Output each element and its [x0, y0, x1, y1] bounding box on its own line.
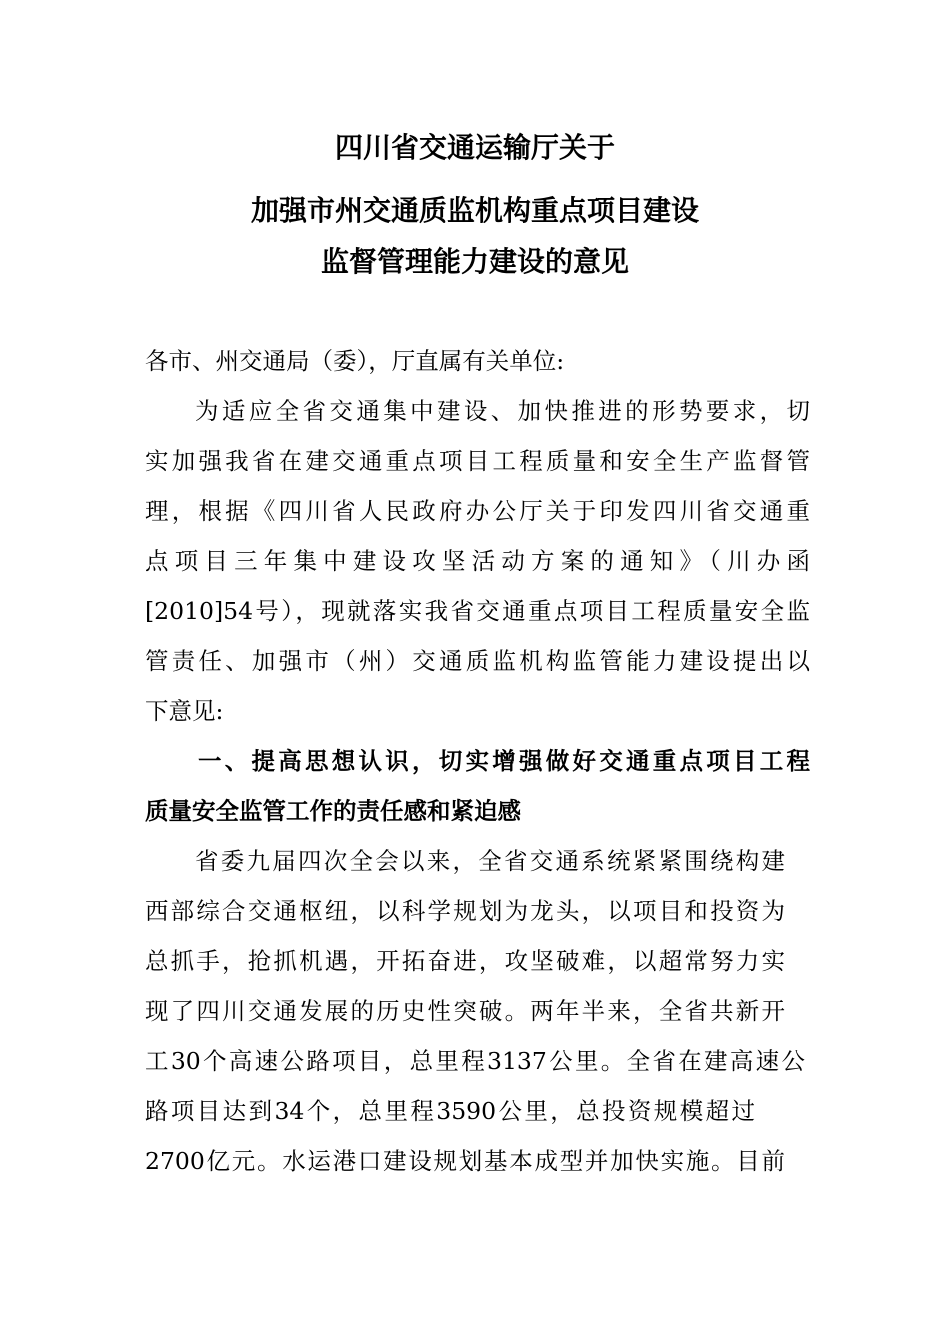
- intro-line-2: 实加强我省在建交通重点项目工程质量和安全生产监督管: [145, 447, 810, 475]
- intro-line-1: 为适应全省交通集中建设、加快推进的形势要求，切: [195, 397, 810, 425]
- section-1-heading-line-2: 质量安全监管工作的责任感和紧迫感: [145, 797, 521, 825]
- title-line-2: 加强市州交通质监机构重点项目建设: [250, 194, 699, 227]
- section-1-line-5: 工30个高速公路项目，总里程3137公里。全省在建高速公: [145, 1047, 805, 1075]
- section-1-line-2: 西部综合交通枢纽，以科学规划为龙头，以项目和投资为: [145, 897, 785, 925]
- intro-line-6: 管责任、加强市（州）交通质监机构监管能力建设提出以: [145, 647, 810, 675]
- title-line-3: 监督管理能力建设的意见: [320, 245, 629, 278]
- intro-line-5: [2010]54号），现就落实我省交通重点项目工程质量安全监: [145, 597, 810, 625]
- salutation: 各市、州交通局（委），厅直属有关单位:: [145, 347, 565, 375]
- intro-line-4: 点项目三年集中建设攻坚活动方案的通知》（川办函: [145, 547, 810, 575]
- title-line-1: 四川省交通运输厅关于: [334, 131, 615, 164]
- section-1-line-4: 现了四川交通发展的历史性突破。两年半来，全省共新开: [145, 997, 785, 1025]
- section-1-line-7: 2700亿元。水运港口建设规划基本成型并加快实施。目前: [145, 1147, 785, 1175]
- section-1-line-6: 路项目达到34个，总里程3590公里，总投资规模超过: [145, 1097, 755, 1125]
- intro-line-7: 下意见:: [145, 697, 224, 725]
- section-1-heading-line-1: 一、提高思想认识，切实增强做好交通重点项目工程: [198, 747, 810, 775]
- section-1-line-3: 总抓手，抢抓机遇，开拓奋进，攻坚破难，以超常努力实: [145, 947, 785, 975]
- section-1-line-1: 省委九届四次全会以来，全省交通系统紧紧围绕构建: [195, 847, 785, 875]
- intro-line-3: 理，根据《四川省人民政府办公厅关于印发四川省交通重: [145, 497, 810, 525]
